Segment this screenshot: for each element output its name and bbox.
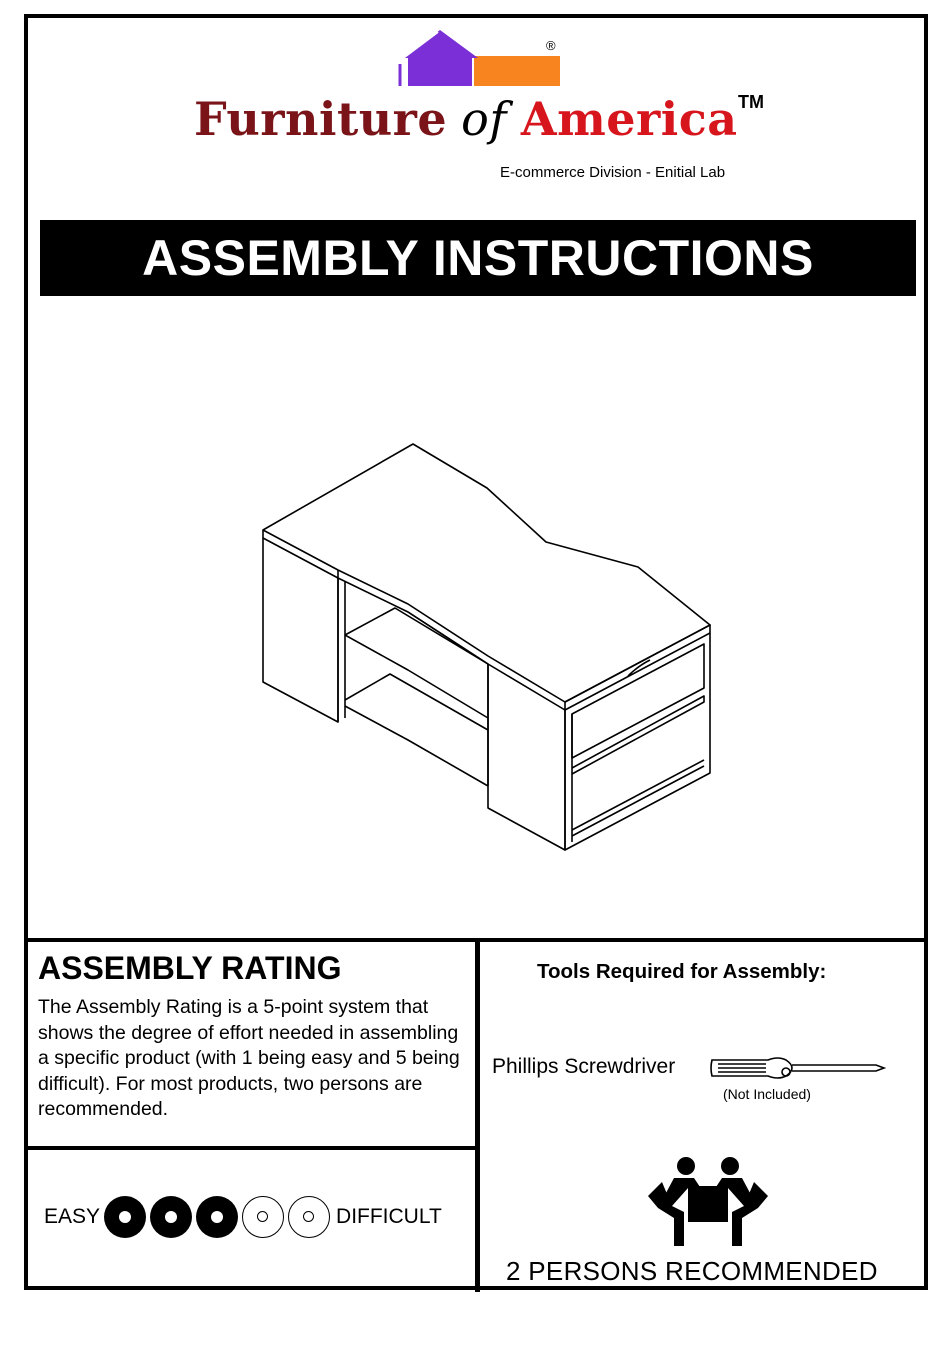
division-text: E-commerce Division - Enitial Lab — [500, 164, 726, 181]
rating-description: The Assembly Rating is a 5-point system that shows the degree of effort needed in assembling a specific product (with 1 being easy and 5 being difficult). For most products, two persons are recommended. — [38, 996, 460, 1120]
rating-dots — [102, 1196, 332, 1238]
trademark-mark: TM — [738, 92, 764, 112]
brand-word-america: America — [520, 92, 738, 146]
persons-recommended-text: 2 PERSONS RECOMMENDED — [506, 1256, 878, 1286]
rating-dot-3 — [196, 1196, 238, 1238]
rating-dot-5 — [288, 1196, 330, 1238]
rating-title: ASSEMBLY RATING — [38, 950, 342, 986]
rating-dot-4 — [242, 1196, 284, 1238]
title-banner: ASSEMBLY INSTRUCTIONS — [40, 220, 916, 296]
brand-word-of: of — [461, 92, 507, 146]
two-persons-lifting-icon — [644, 1156, 772, 1248]
tool-name: Phillips Screwdriver — [492, 1055, 676, 1078]
easy-label: EASY — [44, 1205, 101, 1228]
section-divider-vertical — [475, 940, 480, 1292]
coffee-table-drawing — [250, 430, 720, 860]
rating-scale — [44, 1196, 442, 1238]
registered-mark: ® — [546, 38, 556, 53]
rating-dot-2 — [150, 1196, 192, 1238]
house-logo-icon — [398, 28, 562, 90]
tool-note: (Not Included) — [723, 1086, 811, 1102]
brand-word-furniture: Furniture — [194, 92, 448, 146]
tools-title: Tools Required for Assembly: — [537, 960, 827, 983]
rating-dot-1 — [104, 1196, 146, 1238]
rating-divider — [28, 1146, 476, 1150]
screwdriver-icon — [708, 1050, 888, 1086]
brand-name — [194, 92, 738, 146]
difficult-label: DIFFICULT — [336, 1205, 442, 1228]
